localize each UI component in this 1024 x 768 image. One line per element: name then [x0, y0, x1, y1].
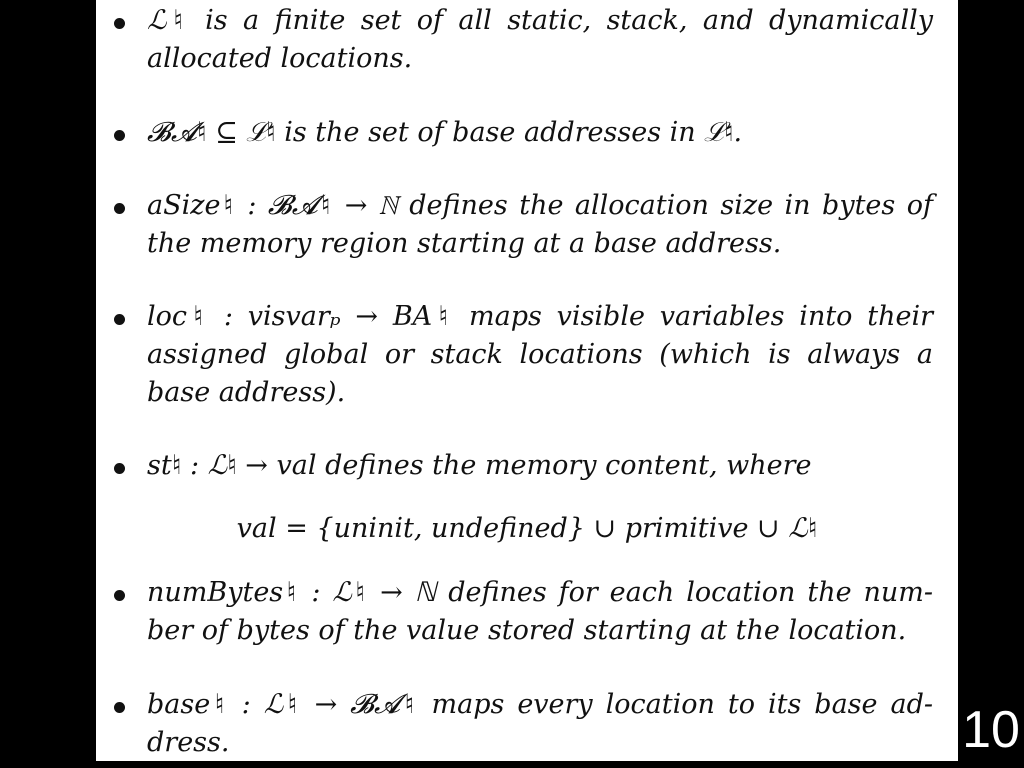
text-line: 𝓑𝓐♮ ⊆ ℒ♮ is the set of base addresses in ℒ♮.	[147, 117, 743, 148]
memory-content-equation: val = {uninit, undefined} ∪ primitive ∪ ℒ♮	[236, 513, 818, 544]
text-line: st♮ : ℒ♮ → val defines the memory content, where	[147, 450, 812, 481]
bullet-icon	[114, 18, 125, 29]
text-line: numBytes♮ : ℒ♮ → ℕ defines for each location the num-	[147, 577, 933, 608]
bullet-icon	[114, 130, 125, 141]
bullet-icon	[114, 203, 125, 214]
text-line: base address).	[147, 377, 346, 408]
bullet-icon	[114, 314, 125, 325]
text-line: aSize♮ : 𝓑𝓐♮ → ℕ defines the allocation size in bytes of	[147, 190, 933, 221]
text-line: the memory region starting at a base address.	[147, 228, 782, 259]
bullet-icon	[114, 702, 125, 713]
list-item-text	[147, 574, 933, 650]
list-item-text	[147, 187, 933, 263]
text-line: base♮ : ℒ♮ → 𝓑𝓐♮ maps every location to its base ad-	[147, 689, 933, 720]
text-line: allocated locations.	[147, 43, 413, 74]
text-line: ber of bytes of the value stored starting at the location.	[147, 615, 907, 646]
document-page	[96, 0, 958, 761]
list-item-text	[147, 2, 933, 78]
list-item-text	[147, 447, 933, 485]
text-line: assigned global or stack locations (which is always a	[147, 339, 933, 370]
text-line: ℒ♮ is a finite set of all static, stack, and dynamically	[147, 5, 933, 36]
list-item-text	[147, 298, 933, 412]
bullet-icon	[114, 590, 125, 601]
bullet-icon	[114, 463, 125, 474]
list-item-text	[147, 686, 933, 761]
text-line: dress.	[147, 727, 230, 758]
page-number: 10	[962, 701, 1020, 759]
list-item-text	[147, 114, 933, 152]
text-line: loc♮ : visvarₚ → BA♮ maps visible variables into their	[147, 301, 933, 332]
